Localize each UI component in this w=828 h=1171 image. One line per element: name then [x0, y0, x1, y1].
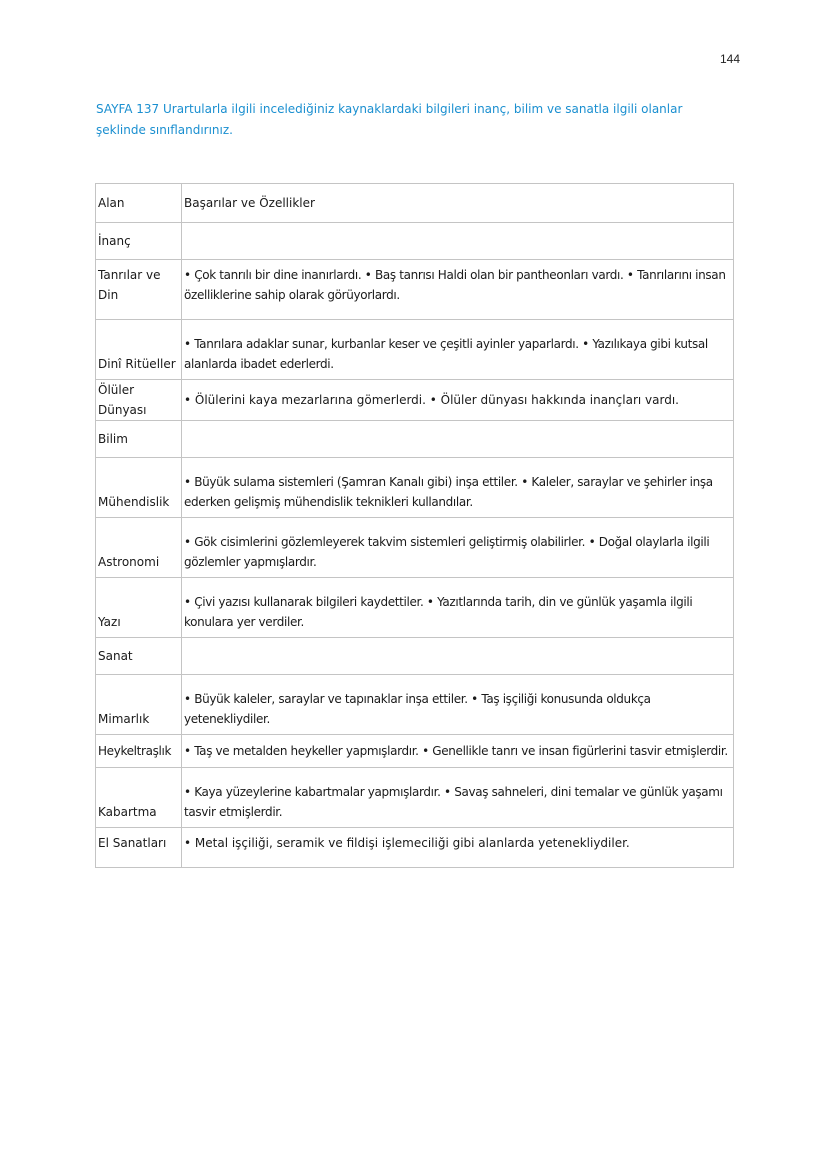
desc-cell: • Büyük sulama sistemleri (Şamran Kanalı gibi) inşa ettiler. • Kaleler, saraylar ve şehirler inşa ederken gelişmiş mühendislik teknikleri kullandılar.	[182, 458, 734, 518]
desc-cell	[182, 638, 734, 675]
table-row	[96, 260, 734, 320]
desc-cell: • Gök cisimlerini gözlemleyerek takvim sistemleri geliştirmiş olabilirler. • Doğal olaylarla ilgili gözlemler yapmışlardır.	[182, 518, 734, 578]
table-row	[96, 458, 734, 518]
area-cell: Tanrılar ve Din	[96, 260, 182, 320]
page-heading: SAYFA 137 Urartularla ilgili incelediğiniz kaynaklardaki bilgileri inanç, bilim ve sanatla ilgili olanlar şeklinde sınıflandırınız.	[96, 102, 683, 137]
table-row	[96, 638, 734, 675]
desc-cell: • Çivi yazısı kullanarak bilgileri kaydettiler. • Yazıtlarında tarih, din ve günlük yaşamla ilgili konulara yer verdiler.	[182, 578, 734, 638]
area-cell: Dinî Ritüeller	[96, 320, 182, 380]
desc-cell: • Çok tanrılı bir dine inanırlardı. • Baş tanrısı Haldi olan bir pantheonları vardı. • Tanrılarını insan özelliklerine sahip olarak görüyorlardı.	[182, 260, 734, 320]
page-number: 144	[719, 52, 740, 66]
area-cell: Kabartma	[96, 768, 182, 828]
desc-cell	[182, 421, 734, 458]
classification-table	[95, 183, 734, 868]
desc-cell: • Ölülerini kaya mezarlarına gömerlerdi. • Ölüler dünyası hakkında inançları vardı.	[182, 380, 734, 421]
area-cell: El Sanatları	[96, 828, 182, 868]
area-cell: Mühendislik	[96, 458, 182, 518]
table-row	[96, 828, 734, 868]
table-row	[96, 675, 734, 735]
desc-cell	[182, 223, 734, 260]
table-row	[96, 768, 734, 828]
area-cell: İnanç	[96, 223, 182, 260]
table-row	[96, 421, 734, 458]
area-cell: Bilim	[96, 421, 182, 458]
desc-cell: • Büyük kaleler, saraylar ve tapınaklar inşa ettiler. • Taş işçiliği konusunda oldukça yetenekliydiler.	[182, 675, 734, 735]
table-row	[96, 223, 734, 260]
desc-cell: • Tanrılara adaklar sunar, kurbanlar keser ve çeşitli ayinler yaparlardı. • Yazılıkaya gibi kutsal alanlarda ibadet ederlerdi.	[182, 320, 734, 380]
area-cell: Astronomi	[96, 518, 182, 578]
area-cell: Sanat	[96, 638, 182, 675]
area-cell: Mimarlık	[96, 675, 182, 735]
area-cell: Yazı	[96, 578, 182, 638]
table-row	[96, 735, 734, 768]
desc-cell: • Taş ve metalden heykeller yapmışlardır. • Genellikle tanrı ve insan figürlerini tasvir etmişlerdir.	[182, 735, 734, 768]
area-cell: Heykeltraşlık	[96, 735, 182, 768]
table-row	[96, 518, 734, 578]
table-row	[96, 380, 734, 421]
desc-cell: • Metal işçiliği, seramik ve fildişi işlemeciliği gibi alanlarda yetenekliydiler.	[182, 828, 734, 868]
header-area-cell: Alan	[96, 184, 182, 223]
table-header-row	[96, 184, 734, 223]
area-cell: Ölüler Dünyası	[96, 380, 182, 421]
table-row	[96, 320, 734, 380]
desc-cell: • Kaya yüzeylerine kabartmalar yapmışlardır. • Savaş sahneleri, dini temalar ve günlük yaşamı tasvir etmişlerdir.	[182, 768, 734, 828]
header-desc-cell: Başarılar ve Özellikler	[182, 184, 734, 223]
table-row	[96, 578, 734, 638]
